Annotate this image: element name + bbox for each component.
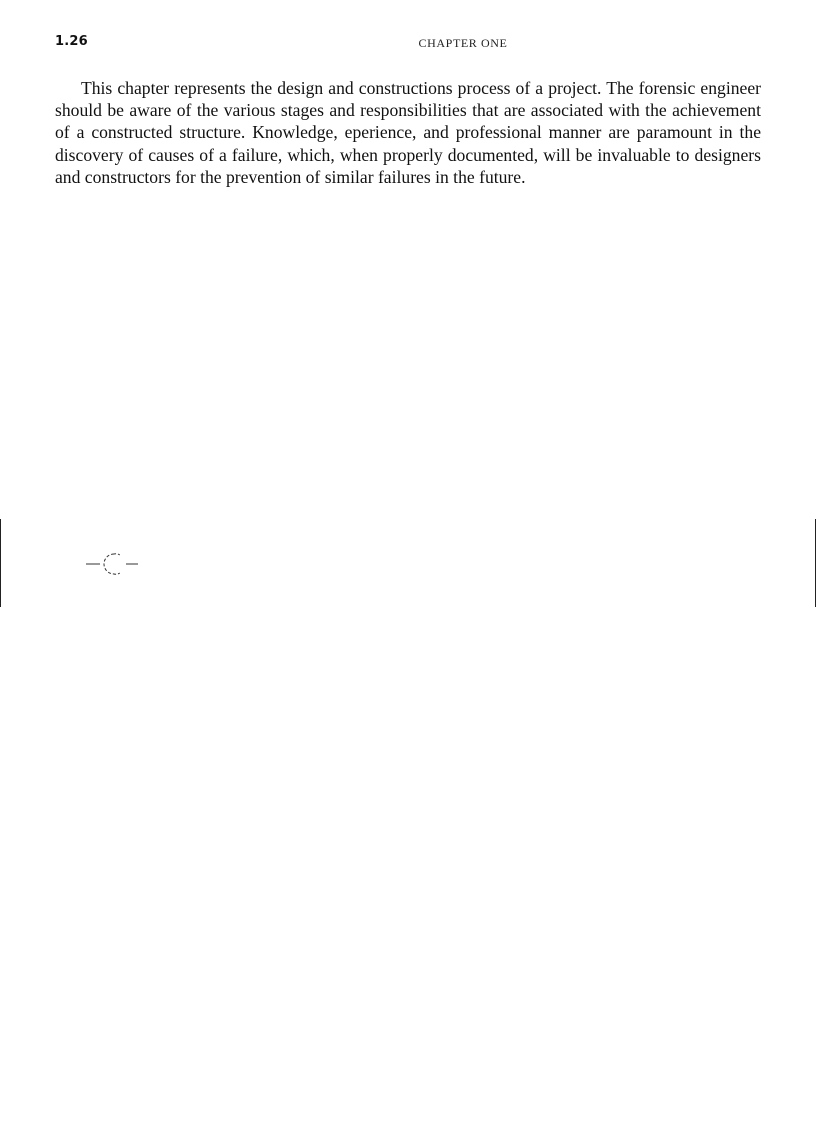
chapter-title: CHAPTER ONE	[418, 36, 508, 50]
body-paragraph: This chapter represents the design and constructions process of a project. The forensic engineer should be aware of the various stages and responsibilities that are associated with the achievement of a constructed structure. Knowledge, eperience, and professional manner are paramount in the discovery of causes of a failure, which, when properly documented, will be invaluable to designers and constructors for the prevention of similar failures in the future.	[55, 78, 761, 187]
running-head	[55, 34, 761, 54]
left-edge-line	[0, 519, 1, 607]
page-number: 1.26	[55, 34, 88, 49]
registration-mark-icon	[84, 551, 140, 577]
